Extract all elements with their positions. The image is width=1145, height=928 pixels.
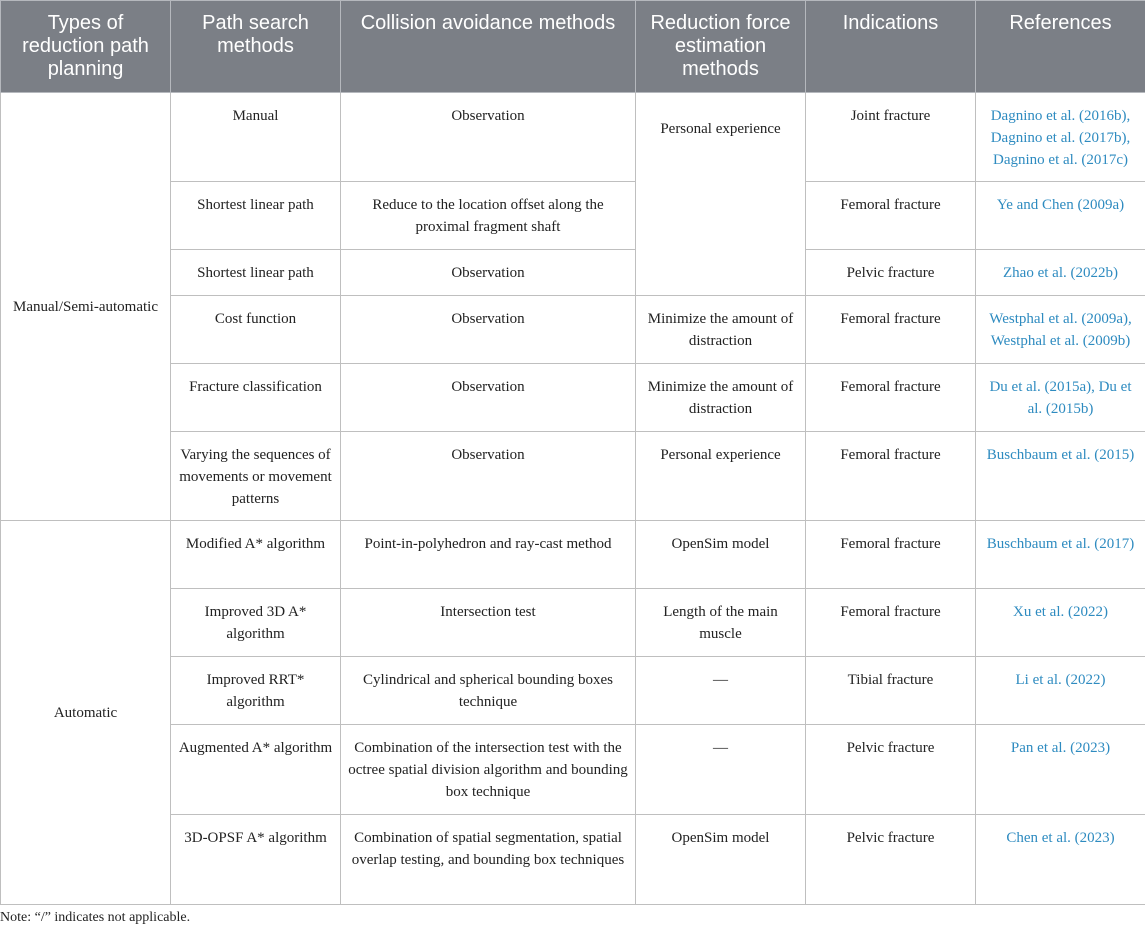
cell-collision: Observation: [341, 93, 636, 182]
cell-force: Personal experience: [636, 432, 806, 521]
cell-indication: Femoral fracture: [806, 432, 976, 521]
cell-collision: Combination of the intersection test with the octree spatial division algorithm and bounding box technique: [341, 725, 636, 815]
cell-force: Minimize the amount of distraction: [636, 364, 806, 432]
table-row: [1, 364, 1145, 432]
cell-path-search: Shortest linear path: [171, 250, 341, 296]
cell-collision: Cylindrical and spherical bounding boxes technique: [341, 657, 636, 725]
cell-reference ref: Pan et al. (2023): [976, 725, 1145, 815]
cell-path-search: Fracture classification: [171, 364, 341, 432]
cell-path-search: Shortest linear path: [171, 182, 341, 250]
header-types: Types of reduction path planning: [1, 1, 171, 93]
cell-indication: Joint fracture: [806, 93, 976, 182]
cell-collision: Observation: [341, 296, 636, 364]
cell-indication: Femoral fracture: [806, 589, 976, 657]
cell-collision: Intersection test: [341, 589, 636, 657]
table-row: [1, 589, 1145, 657]
header-path-search: Path search methods: [171, 1, 341, 93]
cell-collision: Point-in-polyhedron and ray-cast method: [341, 521, 636, 589]
cell-path-search: 3D-OPSF A* algorithm: [171, 815, 341, 905]
cell-indication: Femoral fracture: [806, 364, 976, 432]
cell-path-search: Modified A* algorithm: [171, 521, 341, 589]
table-row: [1, 93, 1145, 182]
cell-collision: Combination of spatial segmentation, spatial overlap testing, and bounding box techniques: [341, 815, 636, 905]
cell-force: Personal experience: [636, 93, 806, 296]
table-row: [1, 815, 1145, 905]
cell-path-search: Improved RRT* algorithm: [171, 657, 341, 725]
cell-collision: Observation: [341, 250, 636, 296]
cell-force: —: [636, 657, 806, 725]
cell-reference ref: Chen et al. (2023): [976, 815, 1145, 905]
cell-reference ref: Buschbaum et al. (2015): [976, 432, 1145, 521]
cell-indication: Tibial fracture: [806, 657, 976, 725]
table-row: [1, 657, 1145, 725]
cell-indication: Femoral fracture: [806, 521, 976, 589]
cell-reference ref: Zhao et al. (2022b): [976, 250, 1145, 296]
table-note: Note: “/” indicates not applicable.: [0, 910, 191, 925]
cell-reference ref: Li et al. (2022): [976, 657, 1145, 725]
cell-collision: Observation: [341, 432, 636, 521]
cell-path-search: Varying the sequences of movements or movement patterns: [171, 432, 341, 521]
header-force: Reduction force estimation methods: [636, 1, 806, 93]
header-row: [1, 1, 1145, 93]
cell-path-search: Manual: [171, 93, 341, 182]
cell-indication: Femoral fracture: [806, 296, 976, 364]
cell-collision: Reduce to the location offset along the proximal fragment shaft: [341, 182, 636, 250]
header-references: References: [976, 1, 1145, 93]
cell-collision: Observation: [341, 364, 636, 432]
cell-type: Manual/Semi-automatic: [1, 93, 171, 521]
cell-reference ref: Westphal et al. (2009a), Westphal et al. (2009b): [976, 296, 1145, 364]
cell-reference ref: Ye and Chen (2009a): [976, 182, 1145, 250]
cell-indication: Pelvic fracture: [806, 250, 976, 296]
cell-indication: Pelvic fracture: [806, 725, 976, 815]
cell-force: OpenSim model: [636, 521, 806, 589]
cell-reference ref: Dagnino et al. (2016b), Dagnino et al. (2017b), Dagnino et al. (2017c): [976, 93, 1145, 182]
header-indications: Indications: [806, 1, 976, 93]
cell-path-search: Cost function: [171, 296, 341, 364]
cell-path-search: Augmented A* algorithm: [171, 725, 341, 815]
cell-force: —: [636, 725, 806, 815]
table-row: [1, 296, 1145, 364]
cell-indication: Pelvic fracture: [806, 815, 976, 905]
table-row: [1, 432, 1145, 521]
cell-reference ref: Du et al. (2015a), Du et al. (2015b): [976, 364, 1145, 432]
cell-force: Length of the main muscle: [636, 589, 806, 657]
table-body: [1, 93, 1145, 905]
table-row: [1, 250, 1145, 296]
table-row: [1, 725, 1145, 815]
header-collision: Collision avoidance methods: [341, 1, 636, 93]
cell-force: Minimize the amount of distraction: [636, 296, 806, 364]
cell-path-search: Improved 3D A* algorithm: [171, 589, 341, 657]
cell-force: OpenSim model: [636, 815, 806, 905]
table-row: [1, 521, 1145, 589]
table-row: [1, 182, 1145, 250]
cell-indication: Femoral fracture: [806, 182, 976, 250]
cell-reference ref: Xu et al. (2022): [976, 589, 1145, 657]
cell-type: Automatic: [1, 521, 171, 905]
cell-reference ref: Buschbaum et al. (2017): [976, 521, 1145, 589]
